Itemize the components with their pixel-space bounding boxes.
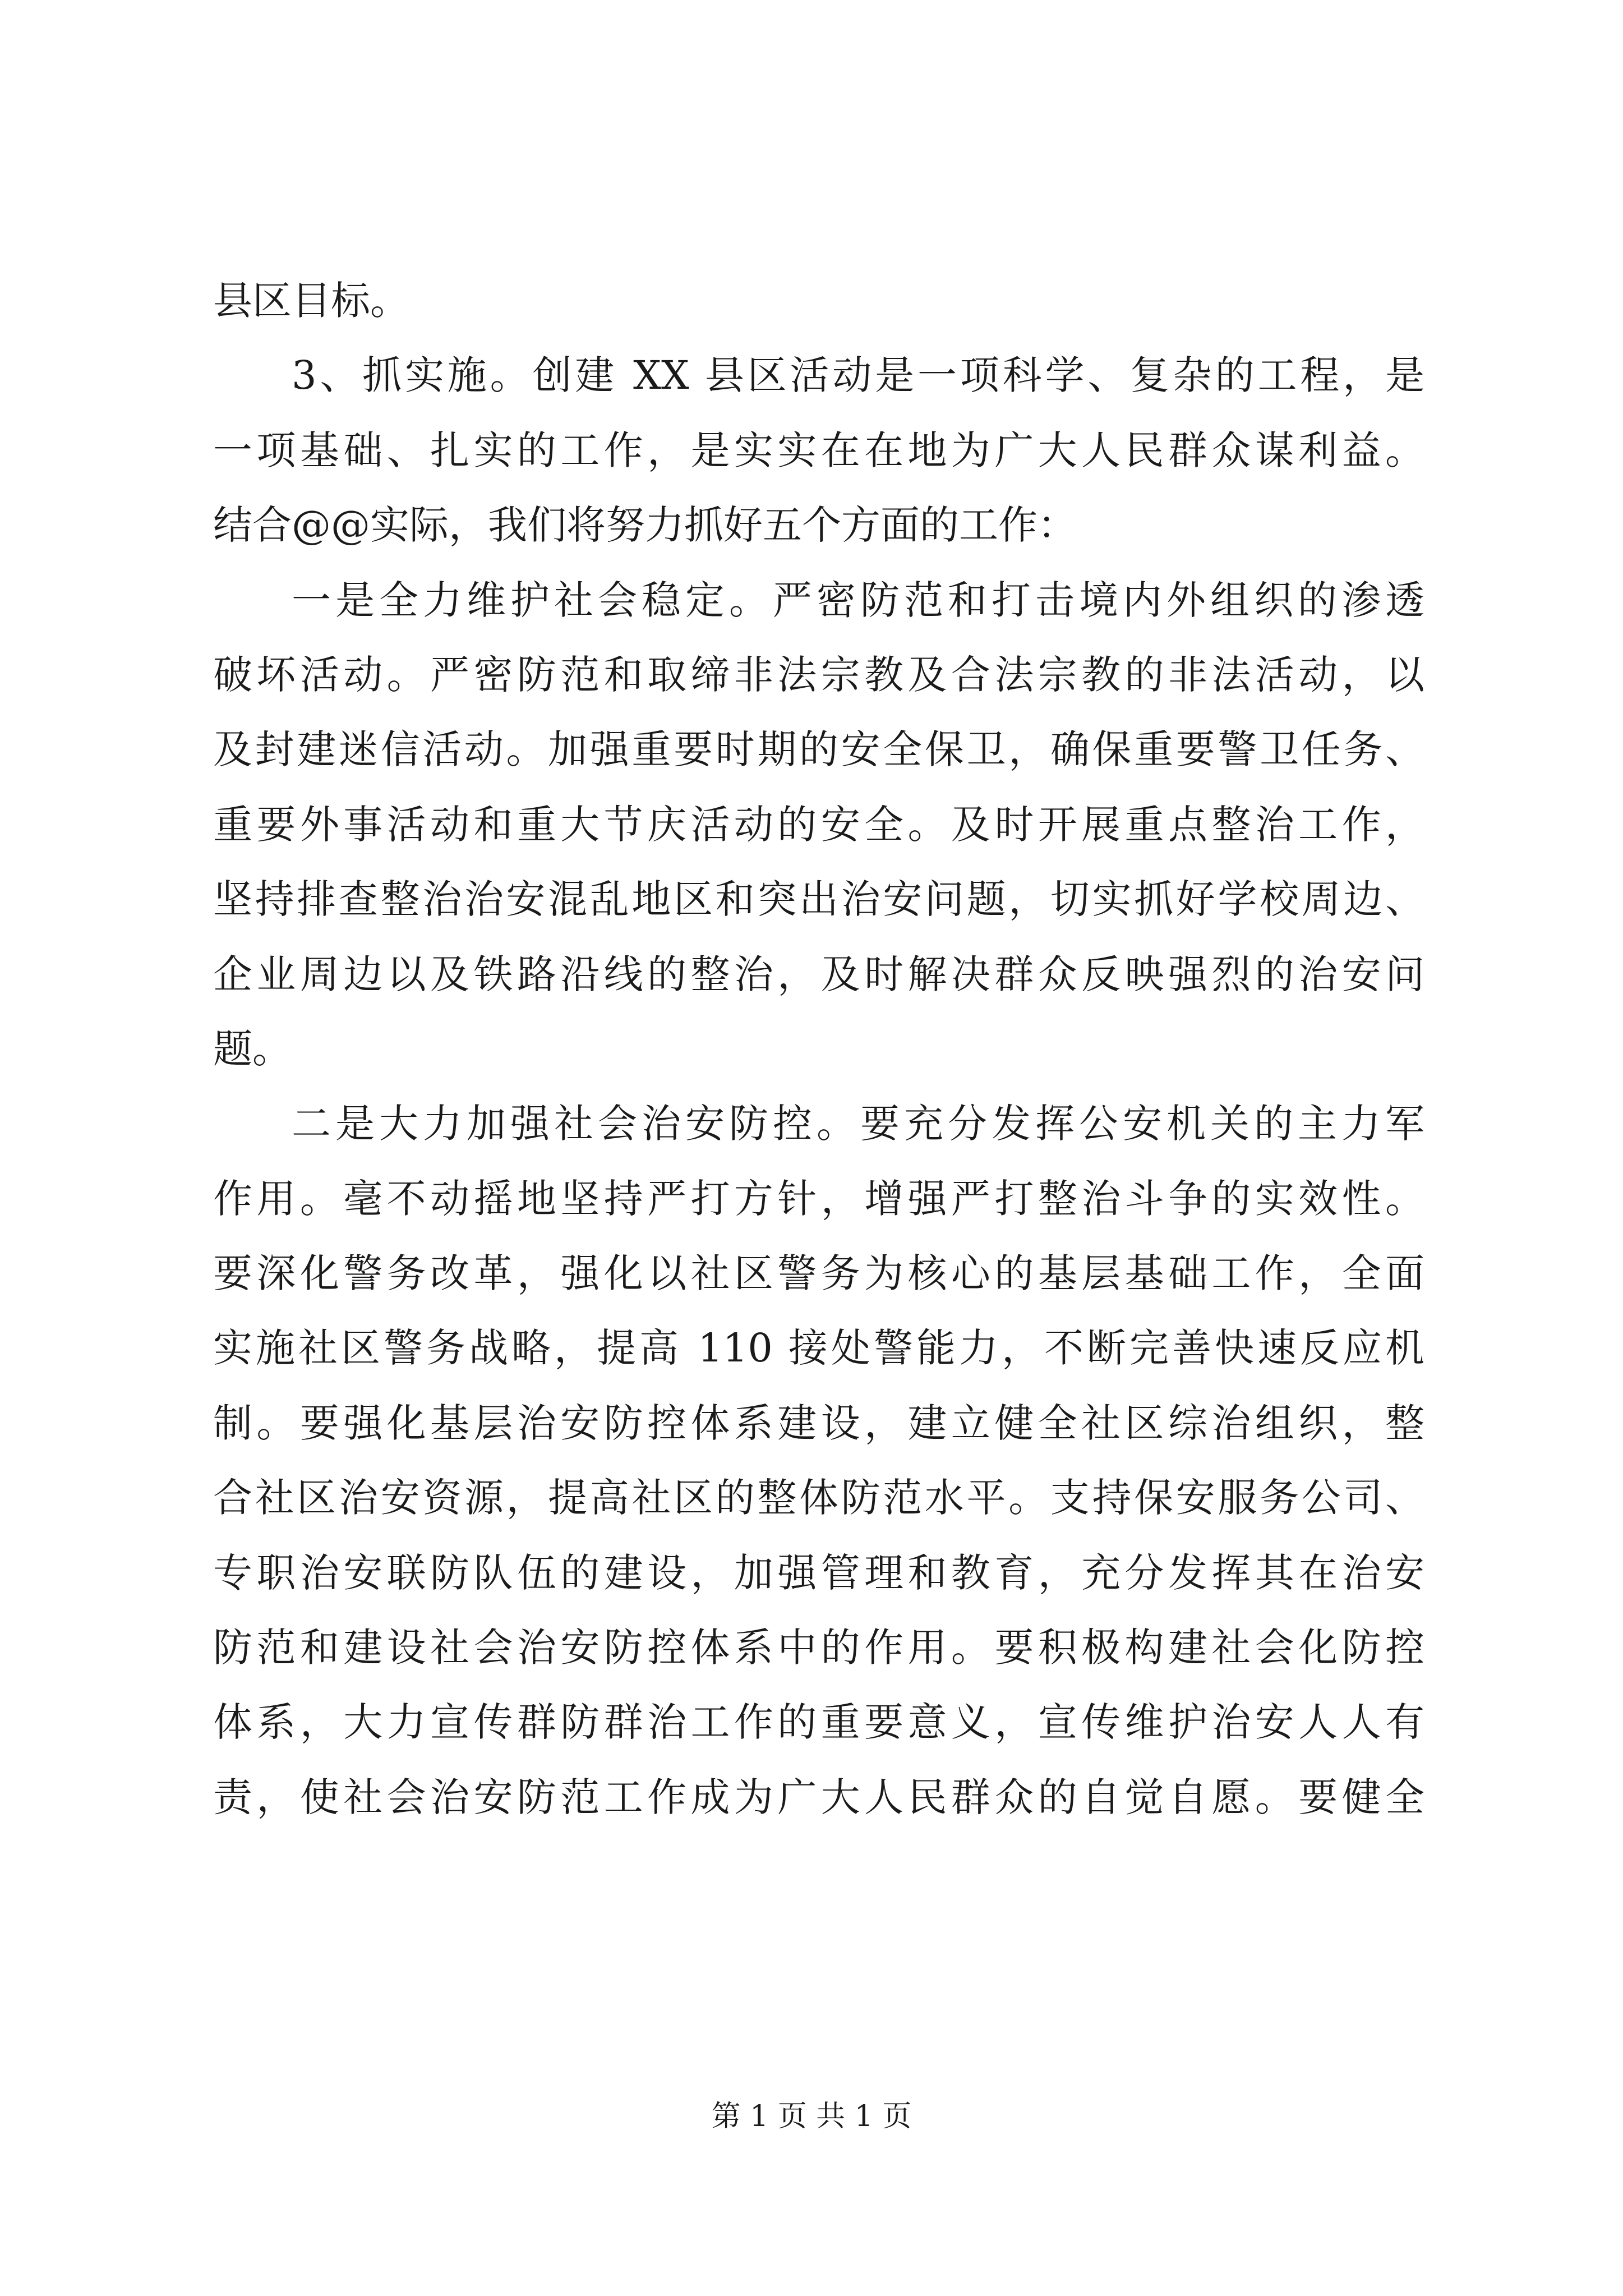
text-line: 要深化警务改革，强化以社区警务为核心的基层基础工作，全面 bbox=[213, 1250, 1424, 1297]
text-line: 实施社区警务战略，提高 110 接处警能力，不断完善快速反应机 bbox=[213, 1325, 1424, 1372]
text-line: 二是大力加强社会治安防控。要充分发挥公安机关的主力军 bbox=[292, 1101, 1424, 1147]
text-line: 防范和建设社会治安防控体系中的作用。要积极构建社会化防控 bbox=[213, 1625, 1424, 1671]
text-line: 坚持排查整治治安混乱地区和突出治安问题，切实抓好学校周边、 bbox=[213, 876, 1424, 923]
text-line: 合社区治安资源，提高社区的整体防范水平。支持保安服务公司、 bbox=[213, 1475, 1424, 1521]
text-line: 体系，大力宣传群防群治工作的重要意义，宣传维护治安人人有 bbox=[213, 1699, 1424, 1746]
document-body bbox=[213, 264, 1424, 1835]
text-line: 责，使社会治安防范工作成为广大人民群众的自觉自愿。要健全 bbox=[213, 1774, 1424, 1820]
text-line: 作用。毫不动摇地坚持严打方针，增强严打整治斗争的实效性。 bbox=[213, 1175, 1424, 1222]
text-line: 破坏活动。严密防范和取缔非法宗教及合法宗教的非法活动，以 bbox=[213, 651, 1424, 698]
text-line: 县区目标。 bbox=[213, 278, 409, 324]
text-line: 专职治安联防队伍的建设，加强管理和教育，充分发挥其在治安 bbox=[213, 1549, 1424, 1596]
text-line: 重要外事活动和重大节庆活动的安全。及时开展重点整治工作， bbox=[213, 801, 1424, 848]
text-line: 3、抓实施。创建 XX 县区活动是一项科学、复杂的工程，是 bbox=[292, 352, 1424, 399]
text-line: 企业周边以及铁路沿线的整治，及时解决群众反映强烈的治安问 bbox=[213, 951, 1424, 997]
text-line: 结合@@实际，我们将努力抓好五个方面的工作： bbox=[213, 502, 1077, 549]
text-line: 一是全力维护社会稳定。严密防范和打击境内外组织的渗透 bbox=[292, 577, 1424, 623]
page-footer: 第 1 页 共 1 页 bbox=[711, 2100, 912, 2133]
text-line: 题。 bbox=[213, 1025, 292, 1072]
text-line: 制。要强化基层治安防控体系建设，建立健全社区综治组织，整 bbox=[213, 1400, 1424, 1446]
text-line: 及封建迷信活动。加强重要时期的安全保卫，确保重要警卫任务、 bbox=[213, 726, 1424, 773]
text-line: 一项基础、扎实的工作，是实实在在地为广大人民群众谋利益。 bbox=[213, 427, 1424, 473]
